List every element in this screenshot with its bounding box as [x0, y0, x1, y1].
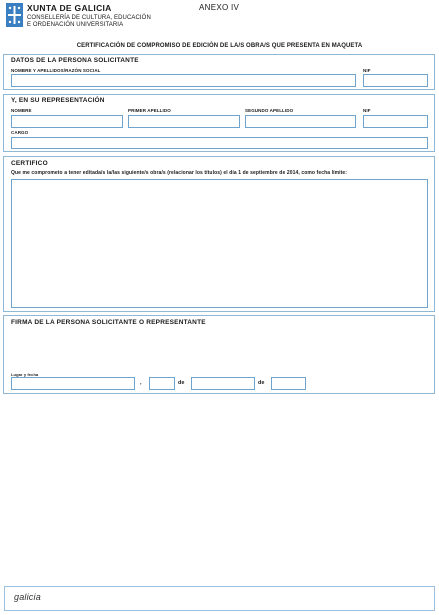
rep-cargo-field[interactable] [11, 137, 428, 149]
rep-nif-field[interactable] [363, 115, 428, 128]
de-separator-2: de [258, 380, 265, 386]
certifico-statement: Que me comprometo a tener editada/s la/las siguiente/s obra/s (relacionar los títulos) el día 1 de septiembre de 2014, como fecha límite: [11, 170, 348, 176]
org-department [27, 15, 151, 29]
certifico-section-title: CERTIFICO [11, 160, 48, 167]
applicant-section-title: DATOS DE LA PERSONA SOLICITANTE [11, 57, 139, 64]
place-date-label: Lugar y fecha [11, 372, 39, 377]
place-field[interactable] [11, 377, 135, 390]
rep-primer-apellido-field[interactable] [128, 115, 240, 128]
representative-section-title: Y, EN SU REPRESENTACIÓN [11, 97, 105, 104]
rep-cargo-label: CARGO [11, 130, 29, 135]
applicant-name-field[interactable] [11, 74, 356, 87]
de-separator-1: de [178, 380, 185, 386]
org-name: XUNTA DE GALICIA [27, 3, 112, 13]
day-field[interactable] [149, 377, 175, 390]
document-title: CERTIFICACIÓN DE COMPROMISO DE EDICIÓN DE LA/S OBRA/S QUE PRESENTA EN MAQUETA [76, 43, 363, 49]
rep-segundo-apellido-label: SEGUNDO APELLIDO [245, 108, 294, 113]
footer [4, 587, 435, 611]
rep-nombre-label: NOMBRE [11, 108, 32, 113]
applicant-nif-label: NIF [363, 68, 371, 73]
rep-primer-apellido-label: PRIMER APELLIDO [128, 108, 171, 113]
org-dept-line1: CONSELLERÍA DE CULTURA, EDUCACIÓN [27, 15, 151, 21]
comma-separator: , [140, 380, 142, 386]
rep-nif-label: NIF [363, 108, 371, 113]
certifico-works-textarea[interactable] [11, 179, 428, 308]
xunta-logo-icon [6, 3, 23, 27]
org-dept-line2: E ORDENACIÓN UNIVERSITARIA [27, 22, 124, 28]
month-field[interactable] [191, 377, 255, 390]
rep-nombre-field[interactable] [11, 115, 123, 128]
applicant-nif-field[interactable] [363, 74, 428, 87]
galicia-logo: galicia [14, 592, 41, 602]
applicant-name-label: NOMBRE Y APELLIDOS/RAZÓN SOCIAL [11, 68, 101, 73]
annex-label: ANEXO IV [199, 3, 240, 12]
signature-section-title: FIRMA DE LA PERSONA SOLICITANTE O REPRESENTANTE [11, 319, 206, 326]
rep-segundo-apellido-field[interactable] [245, 115, 356, 128]
year-field[interactable] [271, 377, 306, 390]
